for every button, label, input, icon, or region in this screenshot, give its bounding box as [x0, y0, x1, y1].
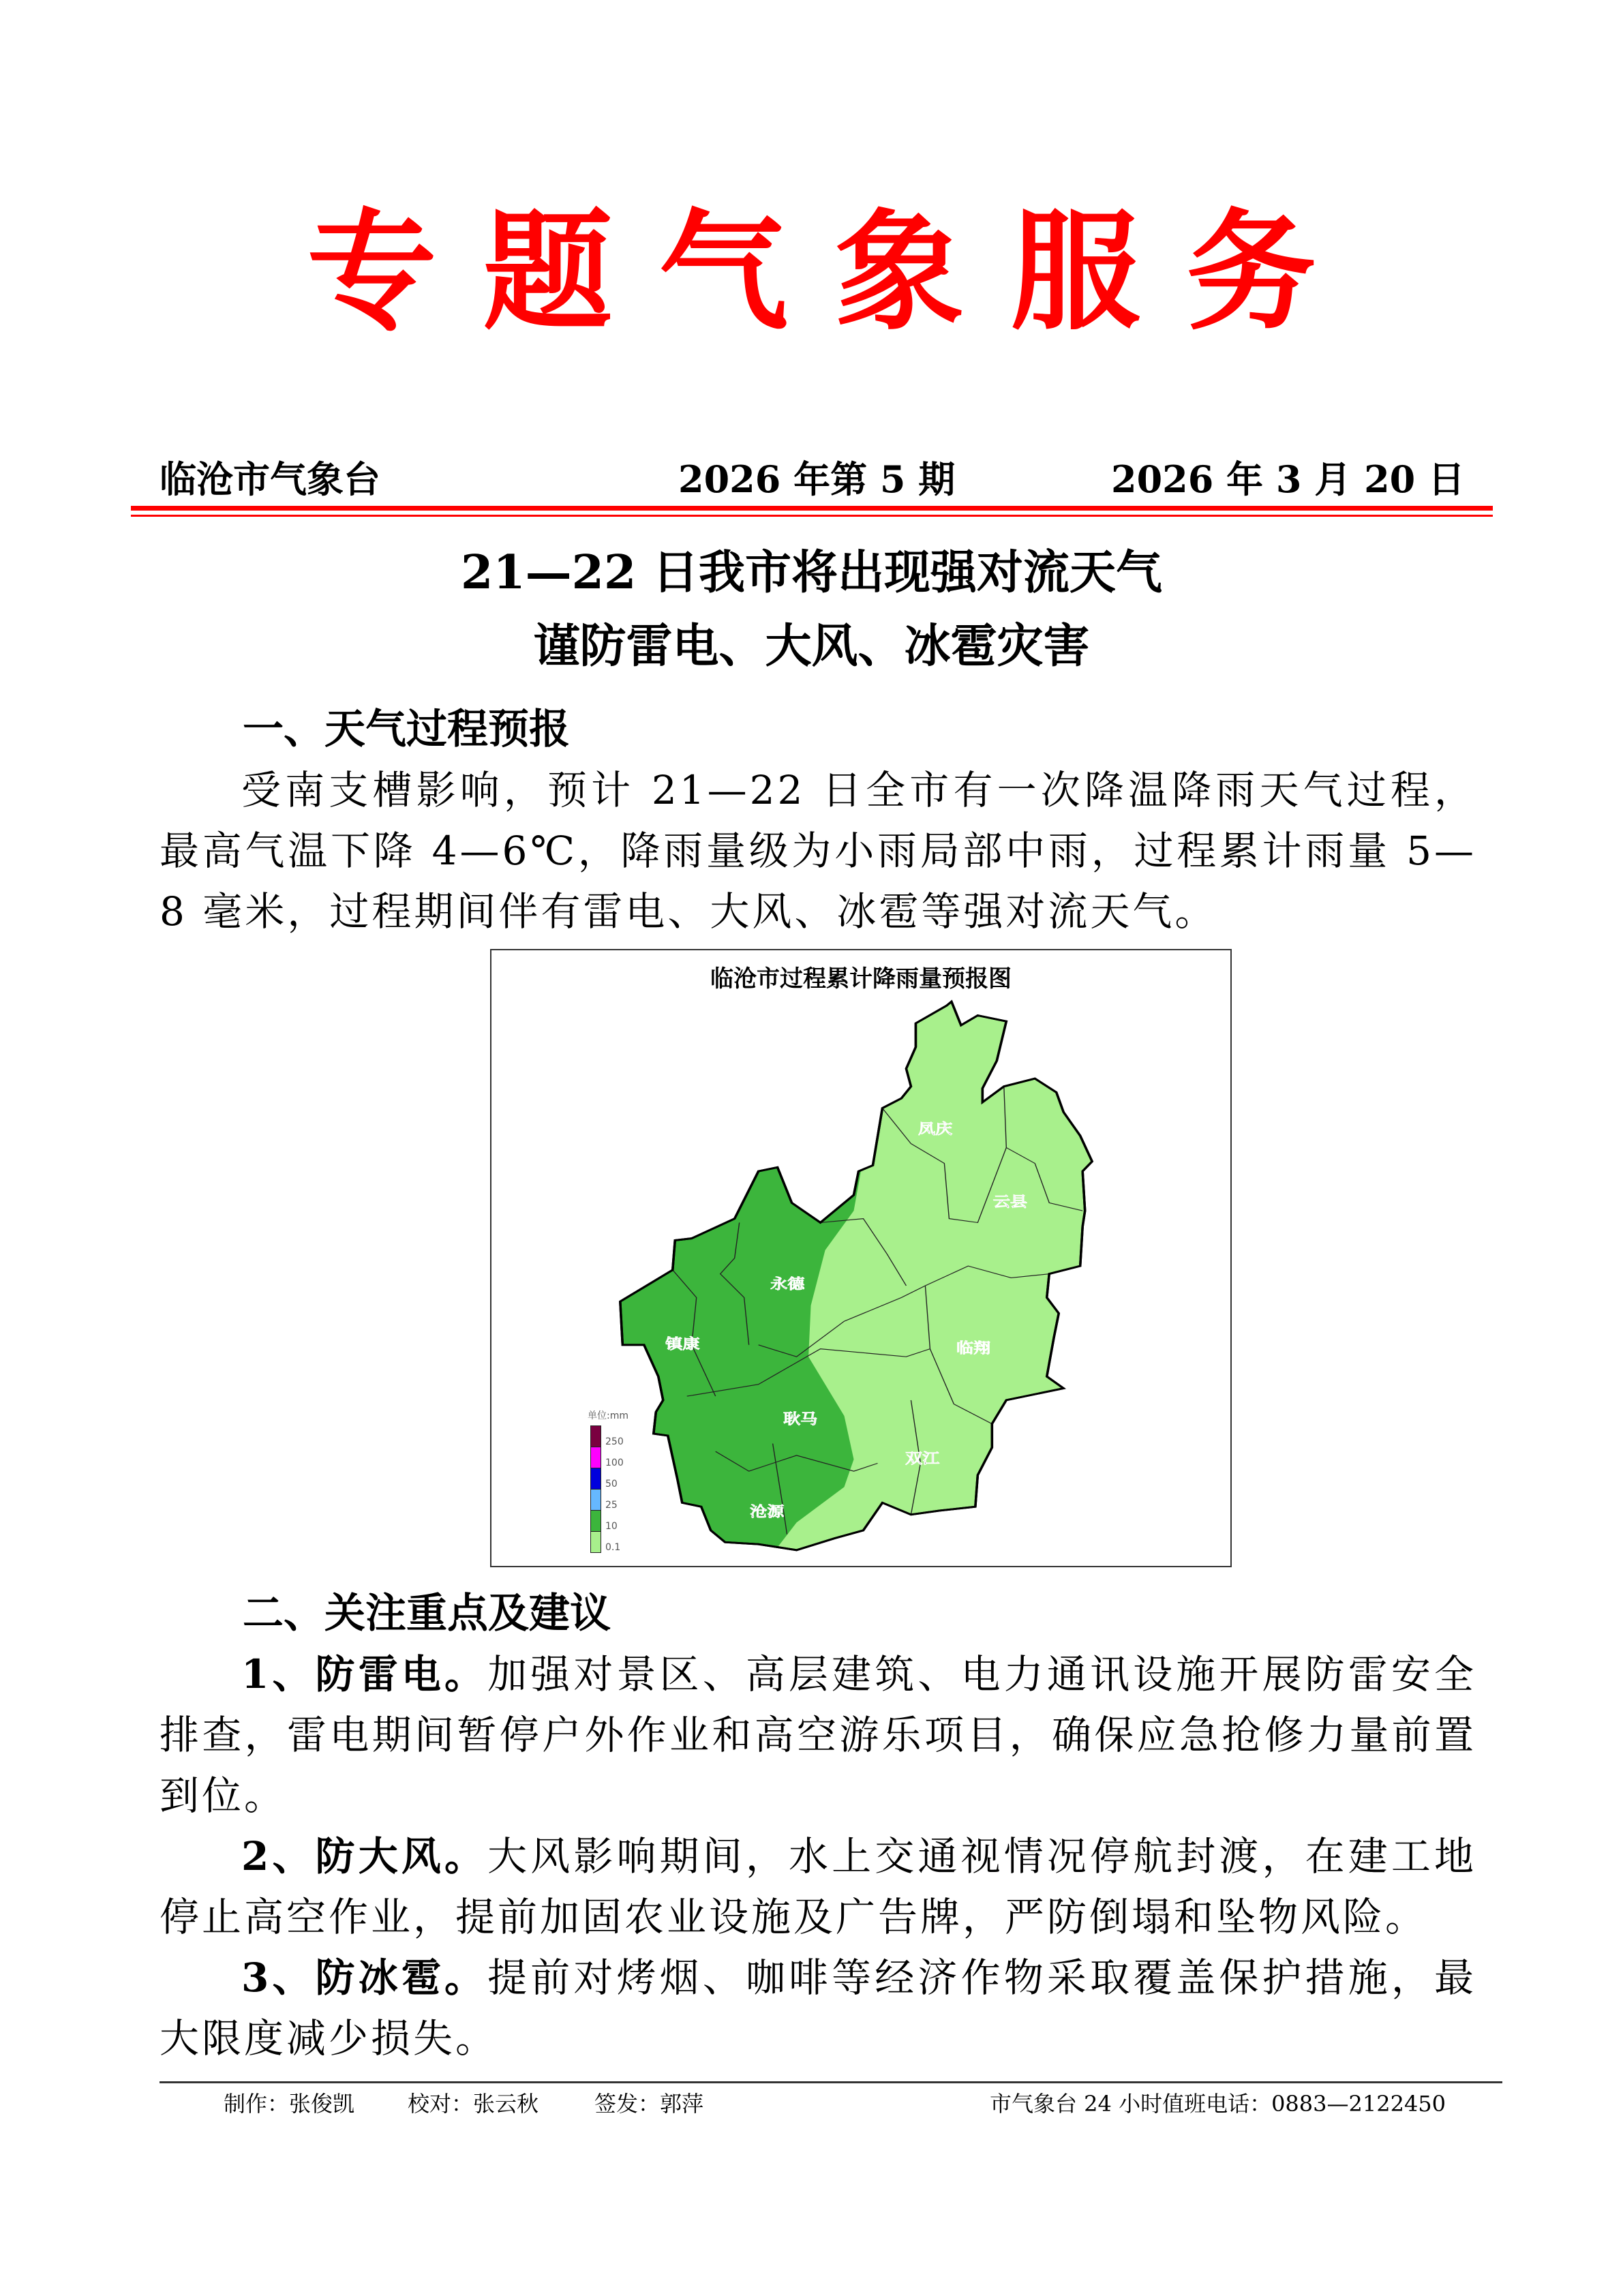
advice-item-1 — [160, 1644, 1476, 1826]
place-label: 云县 — [992, 1194, 1028, 1211]
section1-text: 受南支槽影响，预计 21—22 日全市有一次降温降雨天气过程，最高气温下降 4—6℃，降雨量级为小雨局部中雨，过程累计雨量 5—8 毫米，过程期间伴有雷电、大风、冰雹等强对流天气。 — [160, 767, 1476, 935]
advice-item-3 — [160, 1948, 1476, 2069]
legend-label: 100 — [605, 1457, 624, 1468]
place-label: 凤庆 — [917, 1121, 953, 1138]
legend-item — [590, 1468, 628, 1490]
place-label: 临翔 — [956, 1340, 991, 1357]
place-label: 镇康 — [665, 1335, 700, 1353]
footer-producer: 制作：张俊凯 — [224, 2091, 355, 2117]
footer-approver: 签发：郭萍 — [594, 2091, 704, 2117]
red-rule-thick — [131, 506, 1493, 511]
advice-head: 2、防大风。 — [241, 1833, 488, 1879]
place-label: 耿马 — [783, 1410, 818, 1428]
advice-text: 提前对烤烟、咖啡等经济作物采取覆盖保护措施，最大限度减少损失。 — [160, 1954, 1476, 2061]
legend-label: 250 — [605, 1436, 624, 1447]
legend-item — [590, 1511, 628, 1532]
legend-label: 10 — [605, 1521, 618, 1532]
advice-head: 1、防雷电。 — [241, 1651, 488, 1697]
headline-line2: 谨防雷电、大风、冰雹灾害 — [533, 619, 1090, 674]
advice-item-2 — [160, 1826, 1476, 1948]
legend-item — [590, 1532, 628, 1553]
place-label: 沧源 — [750, 1503, 785, 1521]
place-label: 双江 — [905, 1450, 940, 1467]
legend-swatch — [590, 1468, 601, 1490]
headline-line1: 21—22 日我市将出现强对流天气 — [461, 545, 1162, 600]
section2-title: 二、关注重点及建议 — [243, 1590, 611, 1637]
section1-title: 一、天气过程预报 — [243, 706, 570, 753]
footer-divider — [160, 2081, 1502, 2083]
legend-item — [590, 1426, 628, 1447]
document-title: 专题气象服务 — [307, 197, 1363, 348]
legend-swatch — [590, 1531, 601, 1553]
map-legend — [590, 1408, 628, 1553]
legend-swatch — [590, 1447, 601, 1468]
moderate-rain-area — [491, 950, 863, 1566]
legend-swatch — [590, 1489, 601, 1511]
issue-date: 2026 年 3 月 20 日 — [1111, 457, 1466, 501]
legend-label: 25 — [605, 1500, 618, 1511]
legend-item — [590, 1490, 628, 1511]
legend-swatch — [590, 1510, 601, 1532]
legend-item — [590, 1447, 628, 1468]
issuer: 临沧市气象台 — [160, 457, 380, 501]
legend-label: 0.1 — [605, 1542, 621, 1553]
advice-text: 加强对景区、高层建筑、电力通讯设施开展防雷安全排查，雷电期间暂停户外作业和高空游乐项目，确保应急抢修力量前置到位。 — [160, 1651, 1476, 1819]
legend-unit: 单位:mm — [588, 1410, 628, 1421]
map-title: 临沧市过程累计降雨量预报图 — [710, 965, 1012, 993]
legend-label: 50 — [605, 1479, 618, 1490]
footer-proofreader: 校对：张云秋 — [408, 2091, 539, 2117]
place-label: 永德 — [770, 1275, 805, 1293]
red-rule-thin — [131, 515, 1493, 517]
rainfall-forecast-map — [490, 949, 1232, 1567]
legend-swatch — [590, 1425, 601, 1447]
advice-head: 3、防冰雹。 — [241, 1954, 488, 2001]
issue-number: 2026 年第 5 期 — [678, 457, 956, 501]
footer-hotline: 市气象台 24 小时值班电话：0883—2122450 — [990, 2091, 1446, 2117]
advice-text: 大风影响期间，水上交通视情况停航封渡，在建工地停止高空作业，提前加固农业设施及广告牌，严防倒塌和坠物风险。 — [160, 1833, 1476, 1940]
